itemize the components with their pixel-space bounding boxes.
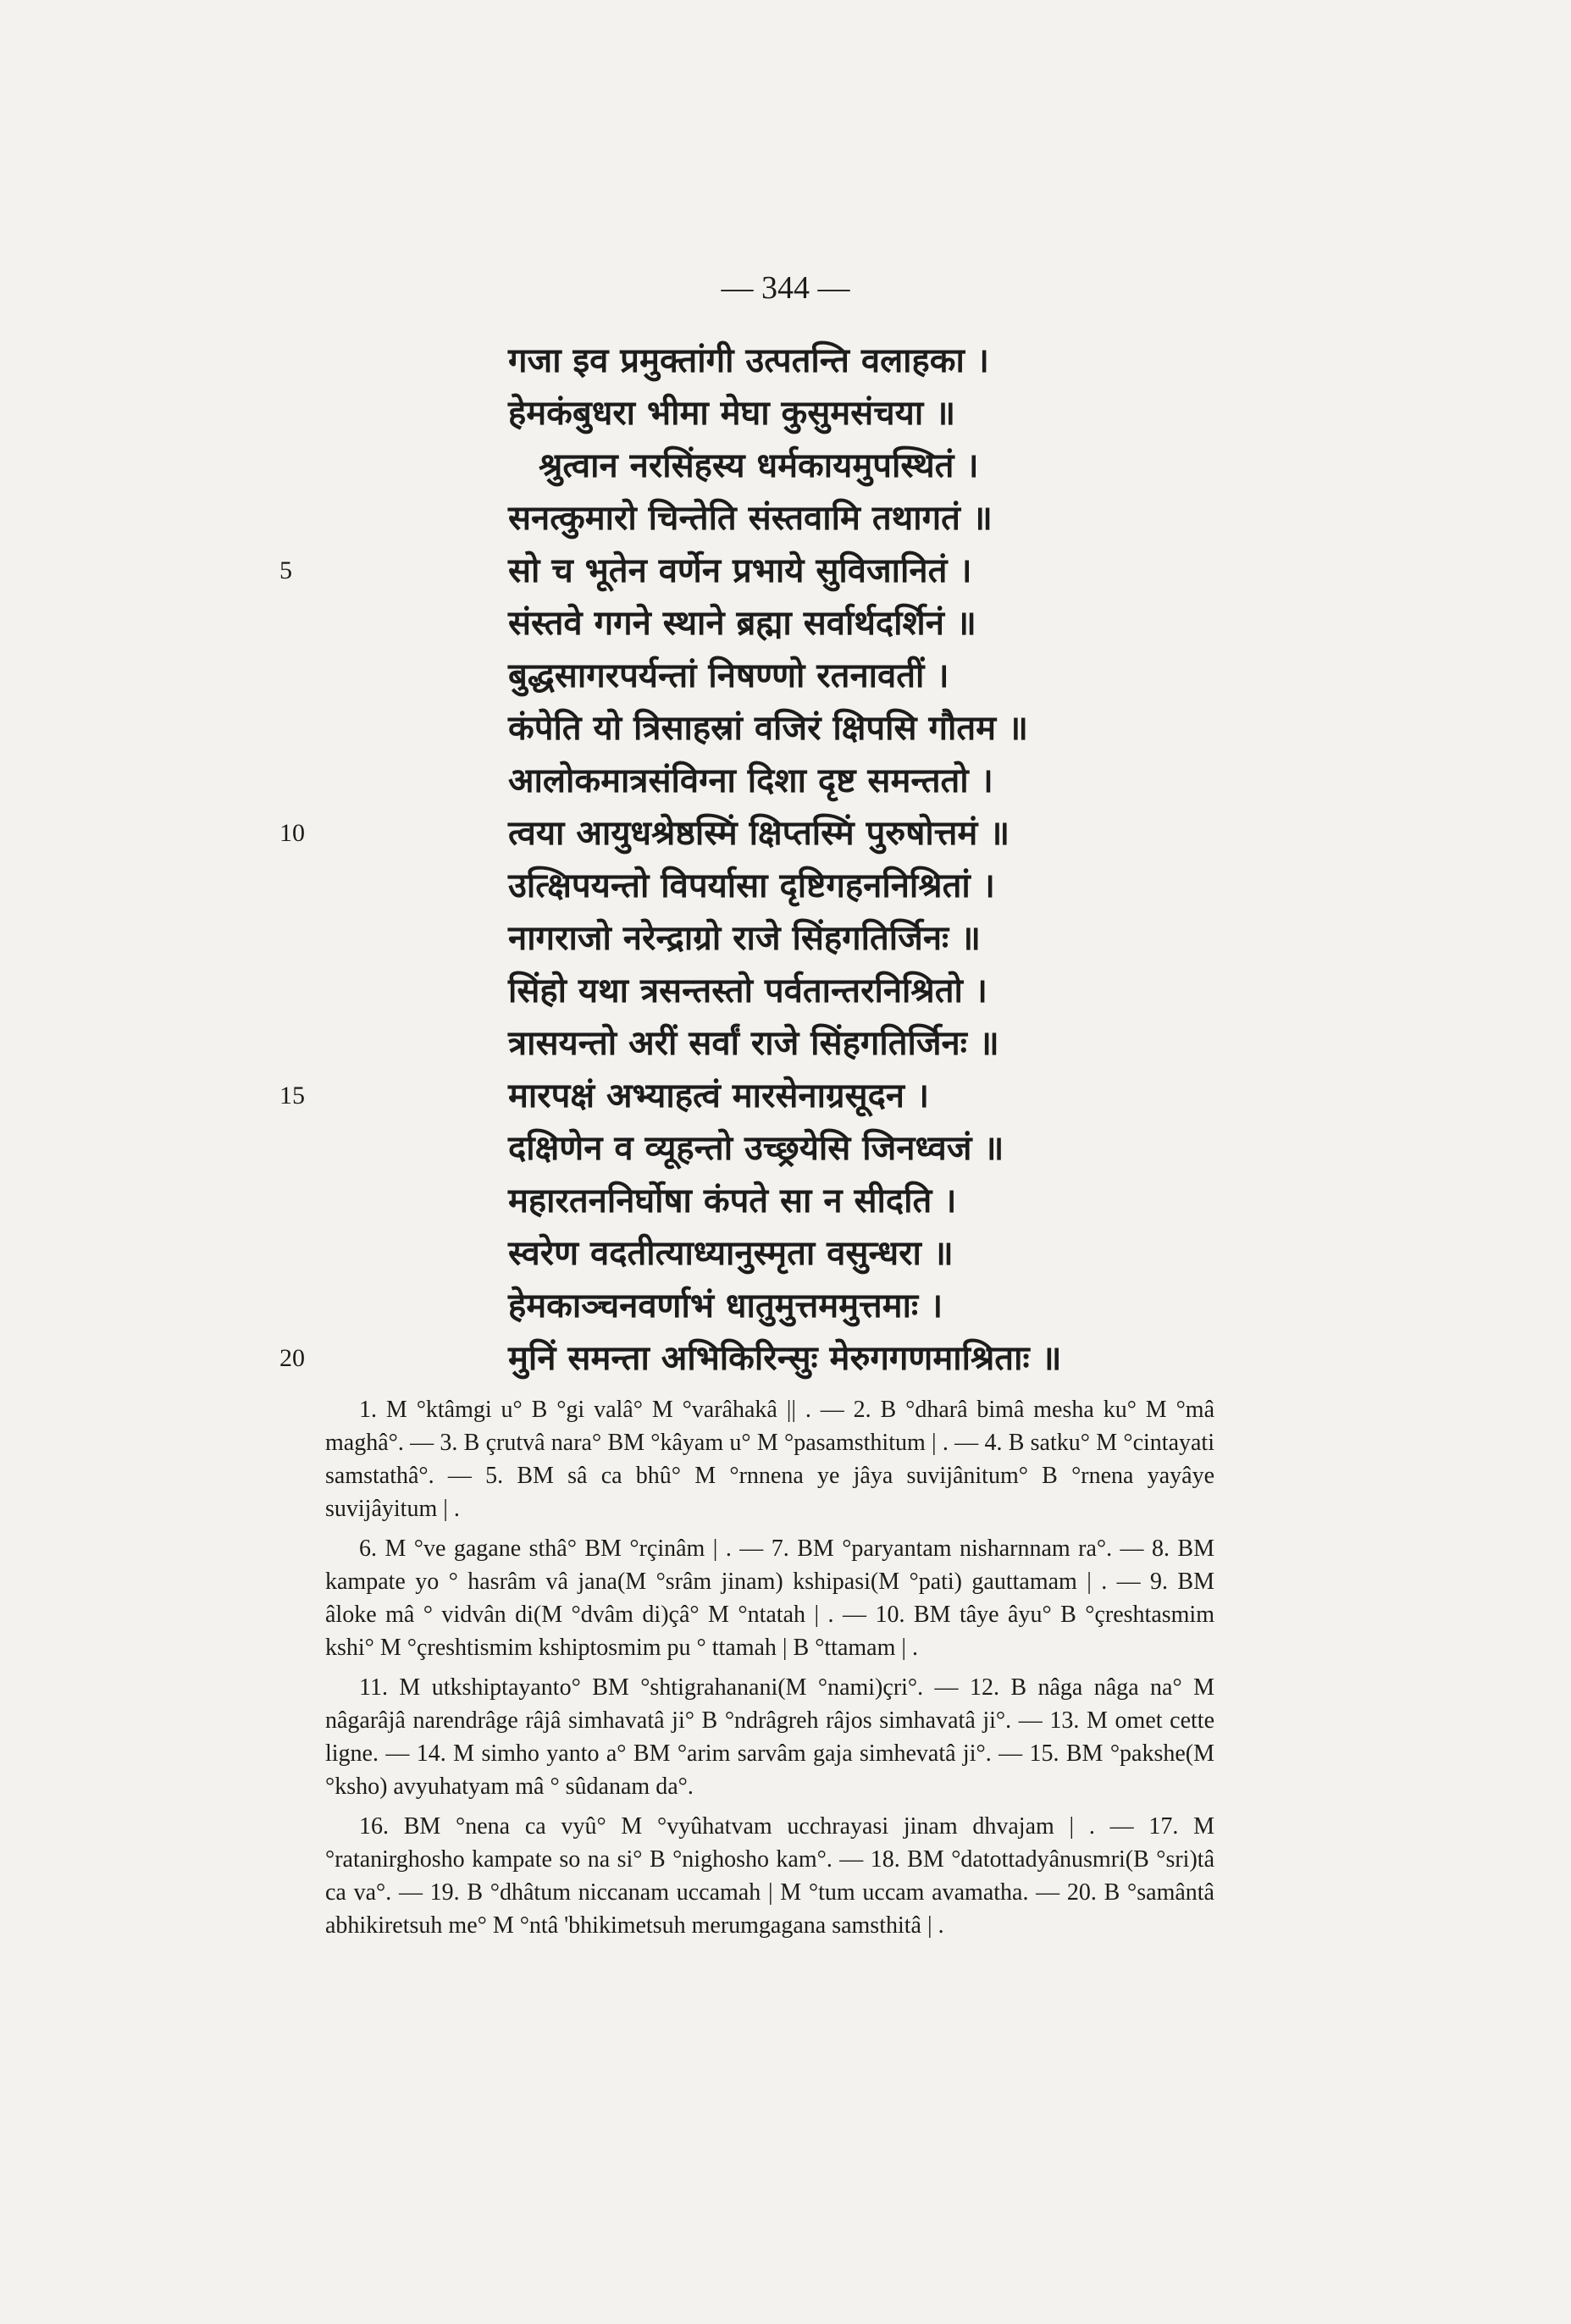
verse-text: बुद्धसागरपर्यन्तां निषण्णो रतनावतीं । xyxy=(508,656,949,695)
page-number: — 344 — xyxy=(721,270,850,306)
verse-line xyxy=(279,545,1270,597)
verse-text: मुनिं समन्ता अभिकिरिन्सुः मेरुगगणमाश्रिताः ॥ xyxy=(508,1339,1062,1378)
verse-list xyxy=(279,335,1270,1385)
verse-line xyxy=(508,1017,1270,1070)
verse-line xyxy=(508,965,1270,1017)
verse-text: महारतननिर्घोषा कंपते सा न सीदति । xyxy=(508,1181,957,1220)
line-number: 10 xyxy=(279,819,305,847)
verse-line xyxy=(508,597,1270,650)
verse-text: आलोकमात्रसंविग्ना दिशा दृष्ट समन्ततो । xyxy=(508,761,993,800)
verse-line xyxy=(508,1227,1270,1280)
verse-text: स्वरेण वदतीत्याध्यानुस्मृता वसुन्धरा ॥ xyxy=(508,1234,954,1273)
verse-text: त्वया आयुधश्रेष्ठस्मिं क्षिप्तस्मिं पुरुषोत्तमं ॥ xyxy=(508,814,1010,853)
footnote-paragraph: 16. BM °nena ca vyû° M °vyûhatvam ucchrayasi jinam dhvajam | . — 17. M °ratanirghosho kampate so na si° B °nighosho kam°. — 18. BM °datottadyânusmri(B °sri)tâ ca va°. — 19. B °dhâtum niccanam uccamah | M °tum uccam avamatha. — 20. B °samântâ abhikiretsuh me° M °ntâ 'bhikimetsuh merumgagana samsthitâ | . xyxy=(325,1813,1214,1939)
line-number: 20 xyxy=(279,1344,305,1372)
footnote-paragraph: 11. M utkshiptayanto° BM °shtigrahanani(M °nami)çri°. — 12. B nâga nâga na° M nâgarâjâ narendrâge râjâ simhavatâ ji° B °ndrâgreh râjos simhavatâ ji°. — 13. M omet cette ligne. — 14. M simho yanto a° BM °arim sarvâm gaja simhevatâ ji°. — 15. BM °pakshe(M °ksho) avyuhatyam mâ ° sûdanam da°. xyxy=(325,1674,1214,1800)
verse-line xyxy=(508,650,1270,702)
verse-text: त्रासयन्तो अरीं सर्वां राजे सिंहगतिर्जिनः ॥ xyxy=(508,1024,999,1063)
verse-text: दक्षिणेन व व्यूहन्तो उच्छ्रयेसि जिनध्वजं ॥ xyxy=(508,1129,1004,1168)
verse-text: संस्तवे गगने स्थाने ब्रह्मा सर्वार्थदर्शिनं ॥ xyxy=(508,604,976,643)
verse-line xyxy=(508,860,1270,912)
verse-line xyxy=(279,1070,1270,1122)
verse-line xyxy=(508,1280,1270,1332)
verse-line xyxy=(508,335,1270,387)
verse-line xyxy=(508,387,1270,440)
verse-text: गजा इव प्रमुक्तांगी उत्पतन्ति वलाहका । xyxy=(508,341,989,380)
verse-text: उत्क्षिपयन्तो विपर्यासा दृष्टिगहननिश्रितां । xyxy=(508,866,995,905)
verse-text: कंपेति यो त्रिसाहस्रां वजिरं क्षिपसि गौतम ॥ xyxy=(508,709,1028,748)
footnote-paragraph: 1. M °ktâmgi u° B °gi valâ° M °varâhakâ || . — 2. B °dharâ bimâ mesha ku° M °mâ maghâ°. — 3. B çrutvâ nara° BM °kâyam u° M °pasamsthitum | . — 4. B satku° M °cintayati samstathâ°. — 5. BM sâ ca bhû° M °rnnena ye jâya suvijânitum° B °rnena yayâye suvijâyitum | . xyxy=(325,1397,1214,1522)
verse-text: सिंहो यथा त्रसन्तस्तो पर्वतान्तरनिश्रितो । xyxy=(508,971,987,1010)
verse-text: हेमकाञ्चनवर्णाभं धातुमुत्तममुत्तमाः । xyxy=(508,1286,943,1325)
verse-line xyxy=(279,1332,1270,1385)
line-number: 15 xyxy=(279,1082,305,1109)
verse-line xyxy=(508,702,1270,755)
verse-text: मारपक्षं अभ्याहत्वं मारसेनाग्रसूदन । xyxy=(508,1076,930,1115)
footnote-paragraph: 6. M °ve gagane sthâ° BM °rçinâm | . — 7. BM °paryantam nisharnnam ra°. — 8. BM kampate yo ° hasrâm vâ jana(M °srâm jinam) kshipasi(M °pati) gauttamam | . — 9. BM âloke mâ ° vidvân di(M °dvâm di)çâ° M °ntatah | . — 10. BM tâye âyu° B °çreshtasmim kshi° M °çreshtismim kshiptosmim pu ° ttamah | B °ttamam | . xyxy=(325,1536,1214,1661)
verse-text: नागराजो नरेन्द्राग्रो राजे सिंहगतिर्जिनः ॥ xyxy=(508,919,981,958)
verse-line xyxy=(508,912,1270,965)
verse-line xyxy=(508,755,1270,807)
verse-text: सो च भूतेन वर्णेन प्रभाये सुविजानितं । xyxy=(508,551,972,590)
line-number: 5 xyxy=(279,556,292,584)
footnotes xyxy=(325,1393,1214,1949)
verse-text: हेमकंबुधरा भीमा मेघा कुसुमसंचया ॥ xyxy=(508,394,956,433)
verse-text: श्रुत्वान नरसिंहस्य धर्मकायमुपस्थितं । xyxy=(539,446,979,485)
verse-line xyxy=(508,1122,1270,1175)
verse-line xyxy=(508,440,1270,492)
verse-line xyxy=(508,1175,1270,1227)
verse-line xyxy=(279,807,1270,860)
verse-line xyxy=(508,492,1270,545)
verse-text: सनत्कुमारो चिन्तेति संस्तवामि तथागतं ॥ xyxy=(508,499,993,538)
